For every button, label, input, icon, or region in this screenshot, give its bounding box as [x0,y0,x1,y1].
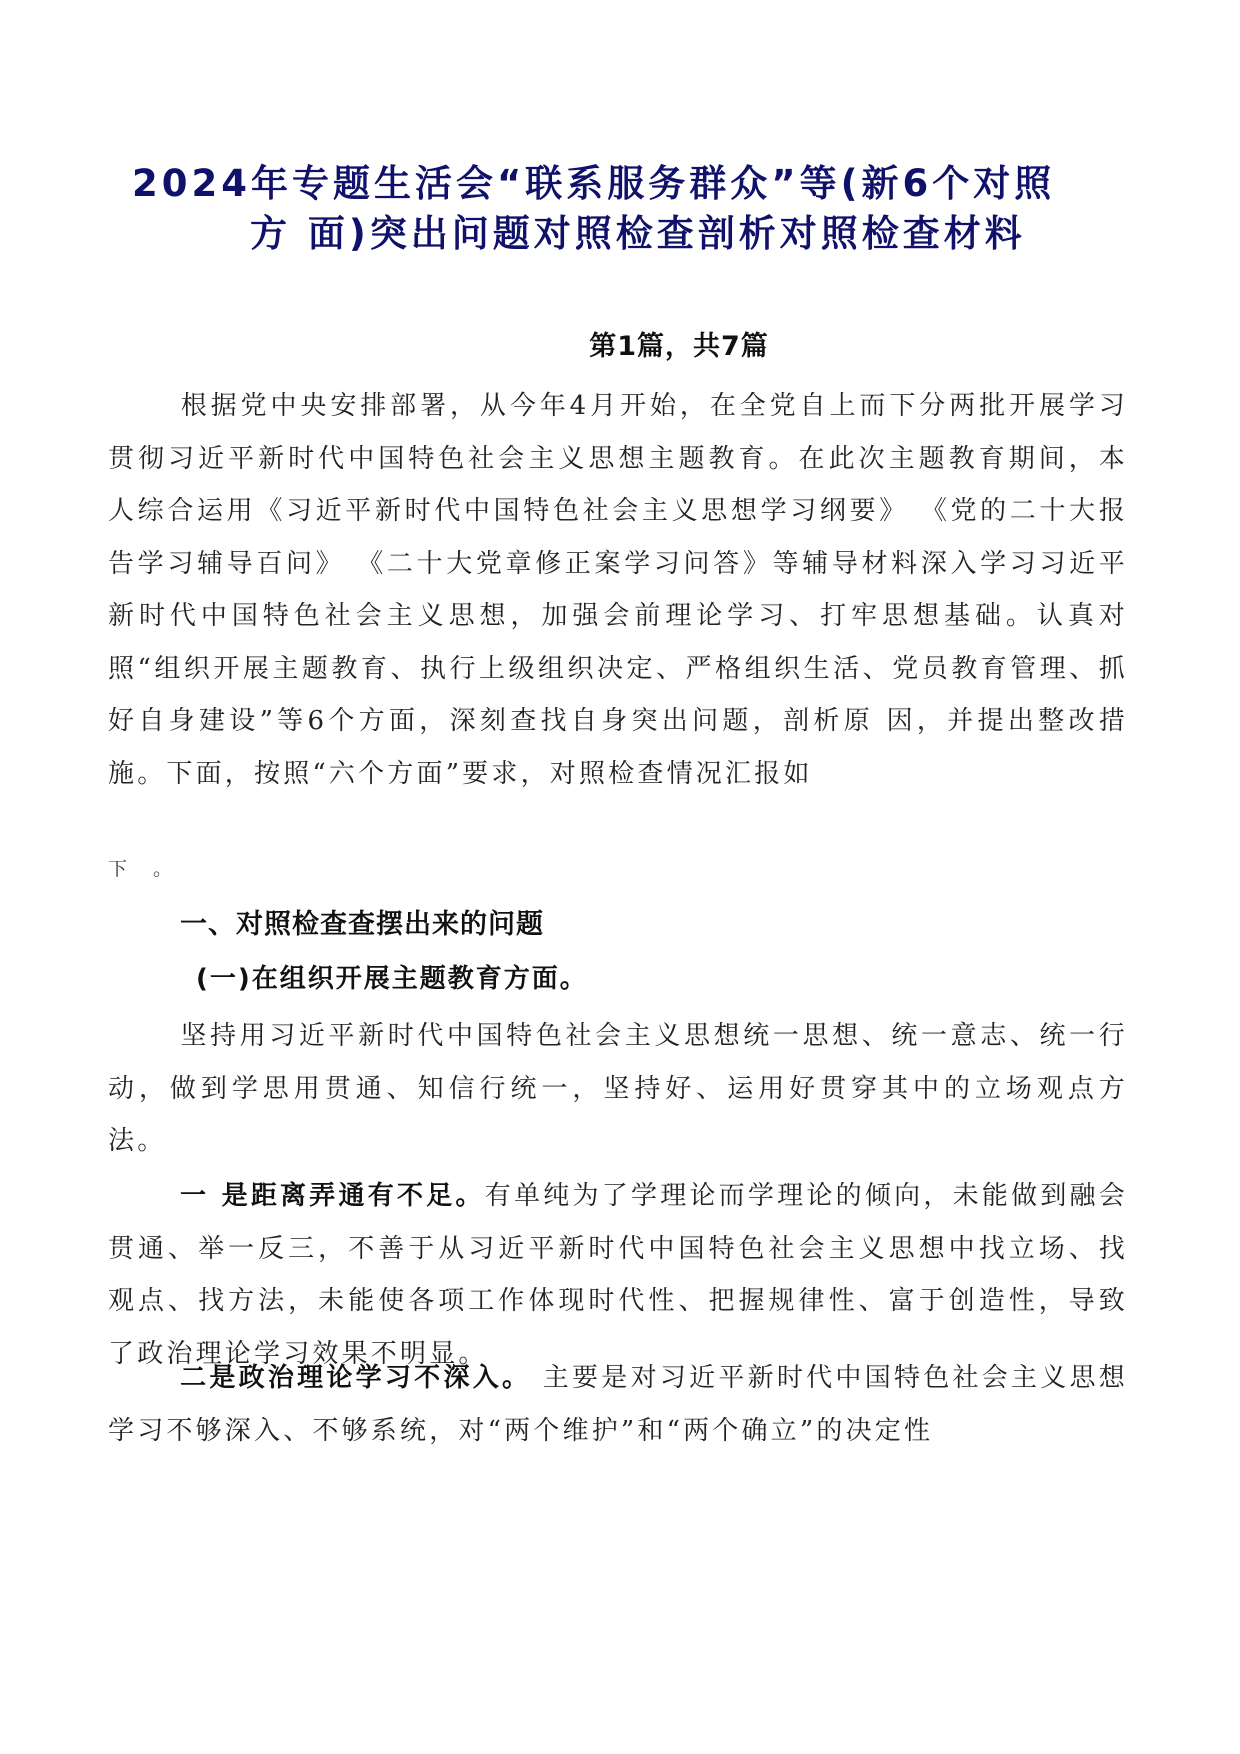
document-title-line-1: 2024年专题生活会“联系服务群众”等(新6个对照 [132,162,1056,205]
subsection-heading: (一)在组织开展主题教育方面。 [196,964,588,994]
body-paragraph-1-text: 坚持用习近平新时代中国特色社会主义思想统一思想、统一意志、统一行动，做到学思用贯通、知信行统一，坚持好、运用好贯穿其中的立场观点方法。 [108,1021,1128,1156]
section-heading: 一、对照检查查摆出来的问题 [180,909,544,940]
intro-text: 根据党中央安排部署，从今年4月开始，在全党自上而下分两批开展学习贯彻习近平新时代中国特色社会主义思想主题教育。在此次主题教育期间，本人综合运用《习近平新时代中国特色社会主义思想学习纲要》 《党的二十大报告学习辅导百问》 《二十大党章修正案学习问答》等辅导材料深入学习习近平新时代中国特色社会主义思想，加强会前理论学习、打牢思想基础。认真对照“组织开展主题教育、执行上级组织决定、严格组织生活、党员教育管理、抓好自身建设”等6个方面，深刻查找自身突出问题，剖析原 因，并提出整改措施。下面，按照“六个方面”要求，对照检查情况汇报如 [108,391,1128,789]
point-2-paragraph [108,1352,1128,1457]
point-1-paragraph [108,1170,1128,1380]
point-1-body: 有单纯为了学理论而学理论的倾向，未能做到融会贯通、举一反三，不善于从习近平新时代中国特色社会主义思想中找立场、找观点、找方法，未能使各项工作体现时代性、把握规律性、富于创造性，导致了政治理论学习效果不明显。 [108,1181,1128,1369]
point-2-lead: 二是政治理论学习不深入。 [180,1363,532,1393]
intro-paragraph [108,380,1128,800]
document-title-line-2: 方 面)突出问题对照检查剖析对照检查材料 [250,212,1026,255]
part-label: 第1篇，共7篇 [589,331,769,362]
body-paragraph-1 [108,1010,1128,1168]
point-2-body: 主要是对习近平新时代中国特色社会主义思想学习不够深入、不够系统，对“两个维护”和“两个确立”的决定性 [108,1363,1129,1446]
point-1-lead: 一 是距离弄通有不足。 [180,1181,485,1211]
intro-tail: 下 。 [108,858,183,880]
